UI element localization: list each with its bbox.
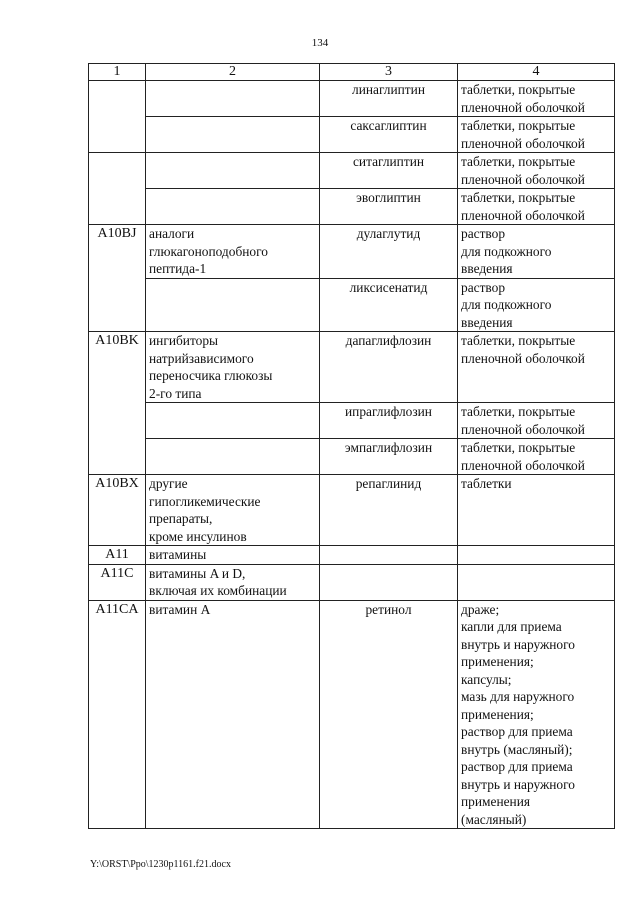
table-row (89, 475, 615, 546)
inn-cell: дулаглутид (320, 225, 458, 279)
inn-cell: ипраглифлозин (320, 403, 458, 439)
form-cell: таблетки, покрытые пленочной оболочкой (458, 189, 615, 225)
form-cell: таблетки, покрытые пленочной оболочкой (458, 332, 615, 403)
group-cell: витамин A (146, 600, 320, 829)
form-cell: таблетки, покрытые пленочной оболочкой (458, 117, 615, 153)
table-row (89, 278, 615, 332)
form-cell (458, 546, 615, 565)
drug-table (88, 63, 615, 829)
table-row (89, 189, 615, 225)
group-cell (146, 403, 320, 439)
form-cell: таблетки, покрытые пленочной оболочкой (458, 153, 615, 189)
table-row (89, 600, 615, 829)
inn-cell (320, 546, 458, 565)
group-cell: витамины A и D, включая их комбинации (146, 564, 320, 600)
inn-cell (320, 564, 458, 600)
group-cell (146, 153, 320, 189)
form-cell: раствор для подкожного введения (458, 225, 615, 279)
group-cell: другие гипогликемические препараты, кроме инсулинов (146, 475, 320, 546)
inn-cell: саксаглиптин (320, 117, 458, 153)
atc-code-cell (89, 153, 146, 225)
form-cell: таблетки, покрытые пленочной оболочкой (458, 439, 615, 475)
inn-cell: эвоглиптин (320, 189, 458, 225)
footer-file-path: Y:\ORST\Ppo\1230p1161.f21.docx (90, 859, 231, 870)
group-cell (146, 117, 320, 153)
inn-cell: ретинол (320, 600, 458, 829)
header-cell-4: 4 (458, 64, 615, 81)
page-number: 134 (311, 37, 329, 49)
atc-code-cell: A11 (89, 546, 146, 565)
group-cell: ингибиторы натрийзависимого переносчика глюкозы 2-го типа (146, 332, 320, 403)
form-cell: раствор для подкожного введения (458, 278, 615, 332)
table-row (89, 153, 615, 189)
atc-code-cell: A11C (89, 564, 146, 600)
group-cell (146, 81, 320, 117)
group-cell: витамины (146, 546, 320, 565)
inn-cell: дапаглифлозин (320, 332, 458, 403)
form-cell: драже; капли для приема внутрь и наружного применения; капсулы; мазь для наружного применения; раствор для приема внутрь (масляный); раствор для приема внутрь и наружного применения (масляный) (458, 600, 615, 829)
header-cell-3: 3 (320, 64, 458, 81)
table-row (89, 403, 615, 439)
atc-code-cell: A11CA (89, 600, 146, 829)
atc-code-cell: A10BX (89, 475, 146, 546)
table-header-row (89, 64, 615, 81)
inn-cell: линаглиптин (320, 81, 458, 117)
form-cell: таблетки (458, 475, 615, 546)
inn-cell: эмпаглифлозин (320, 439, 458, 475)
atc-code-cell (89, 81, 146, 153)
group-cell (146, 278, 320, 332)
atc-code-cell: A10BJ (89, 225, 146, 332)
header-cell-1: 1 (89, 64, 146, 81)
form-cell: таблетки, покрытые пленочной оболочкой (458, 403, 615, 439)
header-cell-2: 2 (146, 64, 320, 81)
atc-code-cell: A10BK (89, 332, 146, 475)
inn-cell: ликсисенатид (320, 278, 458, 332)
inn-cell: репаглинид (320, 475, 458, 546)
form-cell (458, 564, 615, 600)
group-cell: аналоги глюкагоноподобного пептида-1 (146, 225, 320, 279)
table-row (89, 225, 615, 279)
table-row (89, 332, 615, 403)
form-cell: таблетки, покрытые пленочной оболочкой (458, 81, 615, 117)
inn-cell: ситаглиптин (320, 153, 458, 189)
table-row (89, 546, 615, 565)
table-row (89, 564, 615, 600)
table-row (89, 439, 615, 475)
group-cell (146, 189, 320, 225)
table-row (89, 117, 615, 153)
group-cell (146, 439, 320, 475)
table-row (89, 81, 615, 117)
